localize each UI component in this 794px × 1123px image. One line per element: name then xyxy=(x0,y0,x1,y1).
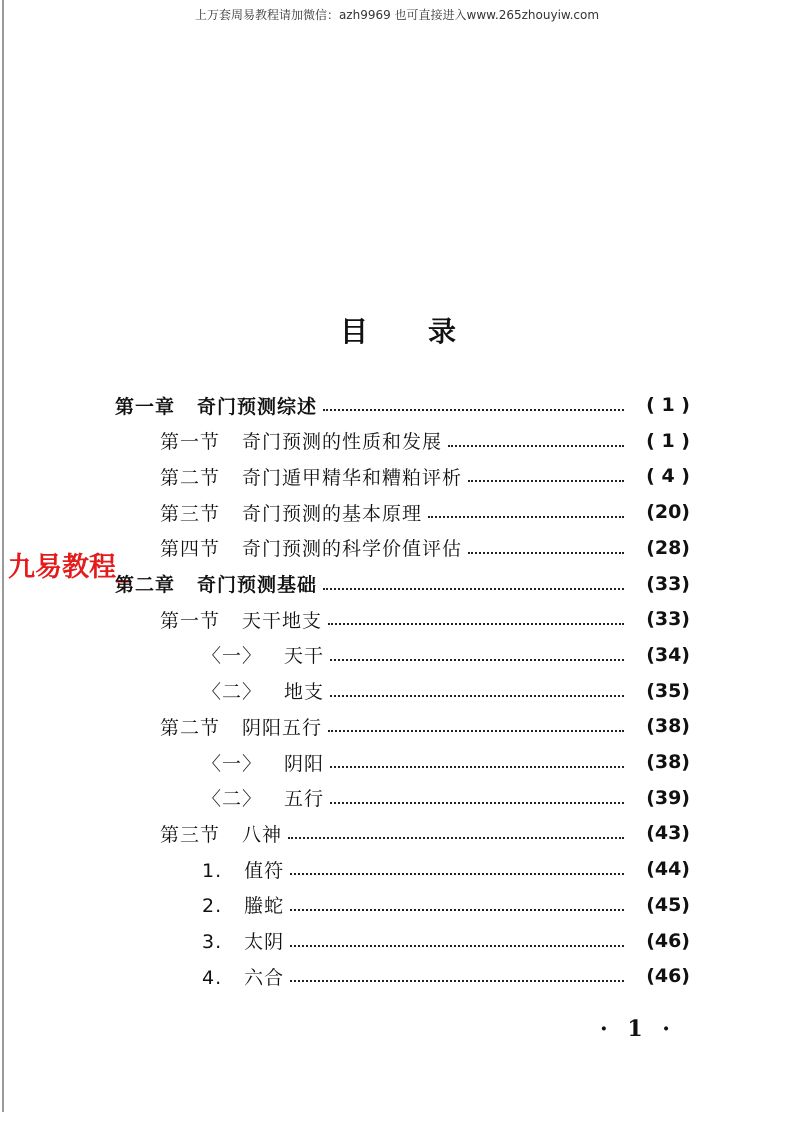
toc-entry-title: 地支 xyxy=(284,681,325,704)
toc-entry-label: 第一节 xyxy=(160,609,221,632)
toc-entry-title: 奇门遁甲精华和糟粕评析 xyxy=(242,466,463,489)
toc-entry-text xyxy=(115,570,317,597)
toc-entry-leader xyxy=(330,800,624,804)
toc-entry-leader xyxy=(330,764,624,768)
toc-entry-label: 4. xyxy=(202,966,223,989)
toc-entry-label: 〈一〉 xyxy=(202,645,263,668)
toc-entry-text xyxy=(160,713,322,740)
toc-entry-label: 第二章 xyxy=(115,574,176,596)
page-title: 目录 xyxy=(340,315,517,348)
toc-entry-title: 天干 xyxy=(284,645,325,668)
toc-entry-title: 奇门预测基础 xyxy=(197,574,318,596)
toc-entry-label: 第四节 xyxy=(160,538,221,561)
toc-entry xyxy=(115,569,690,599)
toc-entry-page: (44) xyxy=(646,858,690,881)
toc-entry-label: 第二节 xyxy=(160,466,221,489)
toc-entry-leader xyxy=(290,871,624,875)
toc-entry-page: (45) xyxy=(646,893,690,916)
toc-entry-title: 奇门预测的性质和发展 xyxy=(242,431,443,454)
toc-entry-text xyxy=(202,891,284,918)
toc-entry xyxy=(202,961,690,991)
toc-entry-title: 五行 xyxy=(284,788,325,811)
toc-entry-leader xyxy=(330,693,624,697)
toc-entry-leader xyxy=(468,550,624,554)
toc-entry xyxy=(160,497,690,527)
toc-entry xyxy=(202,676,690,706)
toc-entry-text xyxy=(202,641,324,668)
toc-entry-leader xyxy=(328,621,624,625)
toc-entry-leader xyxy=(330,657,624,661)
toc-entry-text xyxy=(202,963,284,990)
toc-entry-page: (43) xyxy=(646,822,690,845)
toc-entry-title: 奇门预测综述 xyxy=(197,395,318,418)
toc-entry-text xyxy=(202,749,324,776)
page-number: · 1 · xyxy=(600,1016,676,1042)
toc-entry xyxy=(160,818,690,848)
toc-entry-title: 太阴 xyxy=(244,931,285,953)
toc-entry-page: (28) xyxy=(646,536,690,559)
toc-entry-title: 螣蛇 xyxy=(244,895,285,918)
toc-entry-label: 〈二〉 xyxy=(202,788,263,811)
toc-entry xyxy=(160,426,690,456)
toc-entry-label: 第一节 xyxy=(160,431,221,454)
toc-entry-text xyxy=(160,427,442,454)
toc-entry-leader xyxy=(290,943,624,947)
toc-entry-page: (34) xyxy=(646,643,690,666)
watermark: 九易教程_ xyxy=(8,552,130,583)
toc-entry-page: (46) xyxy=(646,965,690,988)
toc-entry-page: (46) xyxy=(646,929,690,952)
toc-entry-text xyxy=(202,856,284,883)
toc-entry-leader xyxy=(448,443,624,447)
toc-entry-text xyxy=(202,927,284,954)
toc-entry-text xyxy=(115,392,317,419)
toc-entry-label: 第二节 xyxy=(160,716,221,739)
toc-entry-leader xyxy=(468,478,624,482)
toc-entry-title: 奇门预测的基本原理 xyxy=(242,502,423,525)
toc-entry xyxy=(202,854,690,884)
toc-entry xyxy=(160,533,690,563)
toc-entry xyxy=(160,604,690,634)
toc-entry-page: (38) xyxy=(646,751,690,773)
toc-entry-label: 1. xyxy=(202,859,223,882)
toc-entry-text xyxy=(160,463,462,490)
page-edge-rule xyxy=(2,0,4,1112)
toc-entry-text xyxy=(202,677,324,704)
toc-entry-leader xyxy=(328,728,624,732)
toc-entry-leader xyxy=(323,407,624,411)
toc-entry xyxy=(115,390,690,420)
toc-entry xyxy=(202,747,690,777)
toc-entry-label: 2. xyxy=(202,895,223,918)
toc-entry-title: 阴阳五行 xyxy=(242,716,323,739)
toc-entry-text xyxy=(160,820,282,847)
toc-entry-label: 〈二〉 xyxy=(202,681,263,704)
toc-entry-label: 3. xyxy=(202,931,223,953)
toc-entry-leader xyxy=(290,907,624,911)
toc-entry-page: (20) xyxy=(646,501,690,524)
toc-entry-title: 八神 xyxy=(242,823,283,846)
toc-entry-title: 值符 xyxy=(244,859,285,882)
toc-entry-page: ( 1 ) xyxy=(646,429,690,452)
toc-entry xyxy=(160,711,690,741)
header-note: 上万套周易教程请加微信：azh9969 也可直接进入www.265zhouyiw.com xyxy=(194,8,600,22)
toc-entry-page: (38) xyxy=(646,715,690,738)
toc-entry-title: 阴阳 xyxy=(284,752,325,775)
toc-entry xyxy=(202,783,690,813)
toc-entry-text xyxy=(160,499,422,526)
toc-entry xyxy=(202,890,690,920)
toc-entry xyxy=(160,461,690,491)
toc-entry-label: 第一章 xyxy=(115,395,176,418)
toc-entry xyxy=(202,926,690,956)
toc-entry-label: 第三节 xyxy=(160,823,221,846)
toc-entry-title: 六合 xyxy=(244,966,285,989)
toc-entry-text xyxy=(160,534,462,561)
toc-entry-text xyxy=(160,606,322,633)
toc-entry-title: 天干地支 xyxy=(242,609,323,632)
toc-entry-label: 第三节 xyxy=(160,502,221,525)
toc-entry xyxy=(202,640,690,670)
toc-entry-leader xyxy=(290,978,624,982)
toc-entry-page: (39) xyxy=(646,786,690,809)
toc-entry-label: 〈一〉 xyxy=(202,752,263,775)
toc-entry-page: (35) xyxy=(646,679,690,702)
toc-entry-leader xyxy=(428,514,624,518)
toc-entry-page: ( 4 ) xyxy=(646,465,690,488)
toc-entry-leader xyxy=(323,586,624,590)
toc-entry-page: ( 1 ) xyxy=(646,394,690,416)
toc-entry-page: (33) xyxy=(646,608,690,631)
toc-entry-page: (33) xyxy=(646,572,690,595)
toc-entry-leader xyxy=(288,835,624,839)
toc-entry-title: 奇门预测的科学价值评估 xyxy=(242,538,463,561)
toc-entry-text xyxy=(202,784,324,811)
